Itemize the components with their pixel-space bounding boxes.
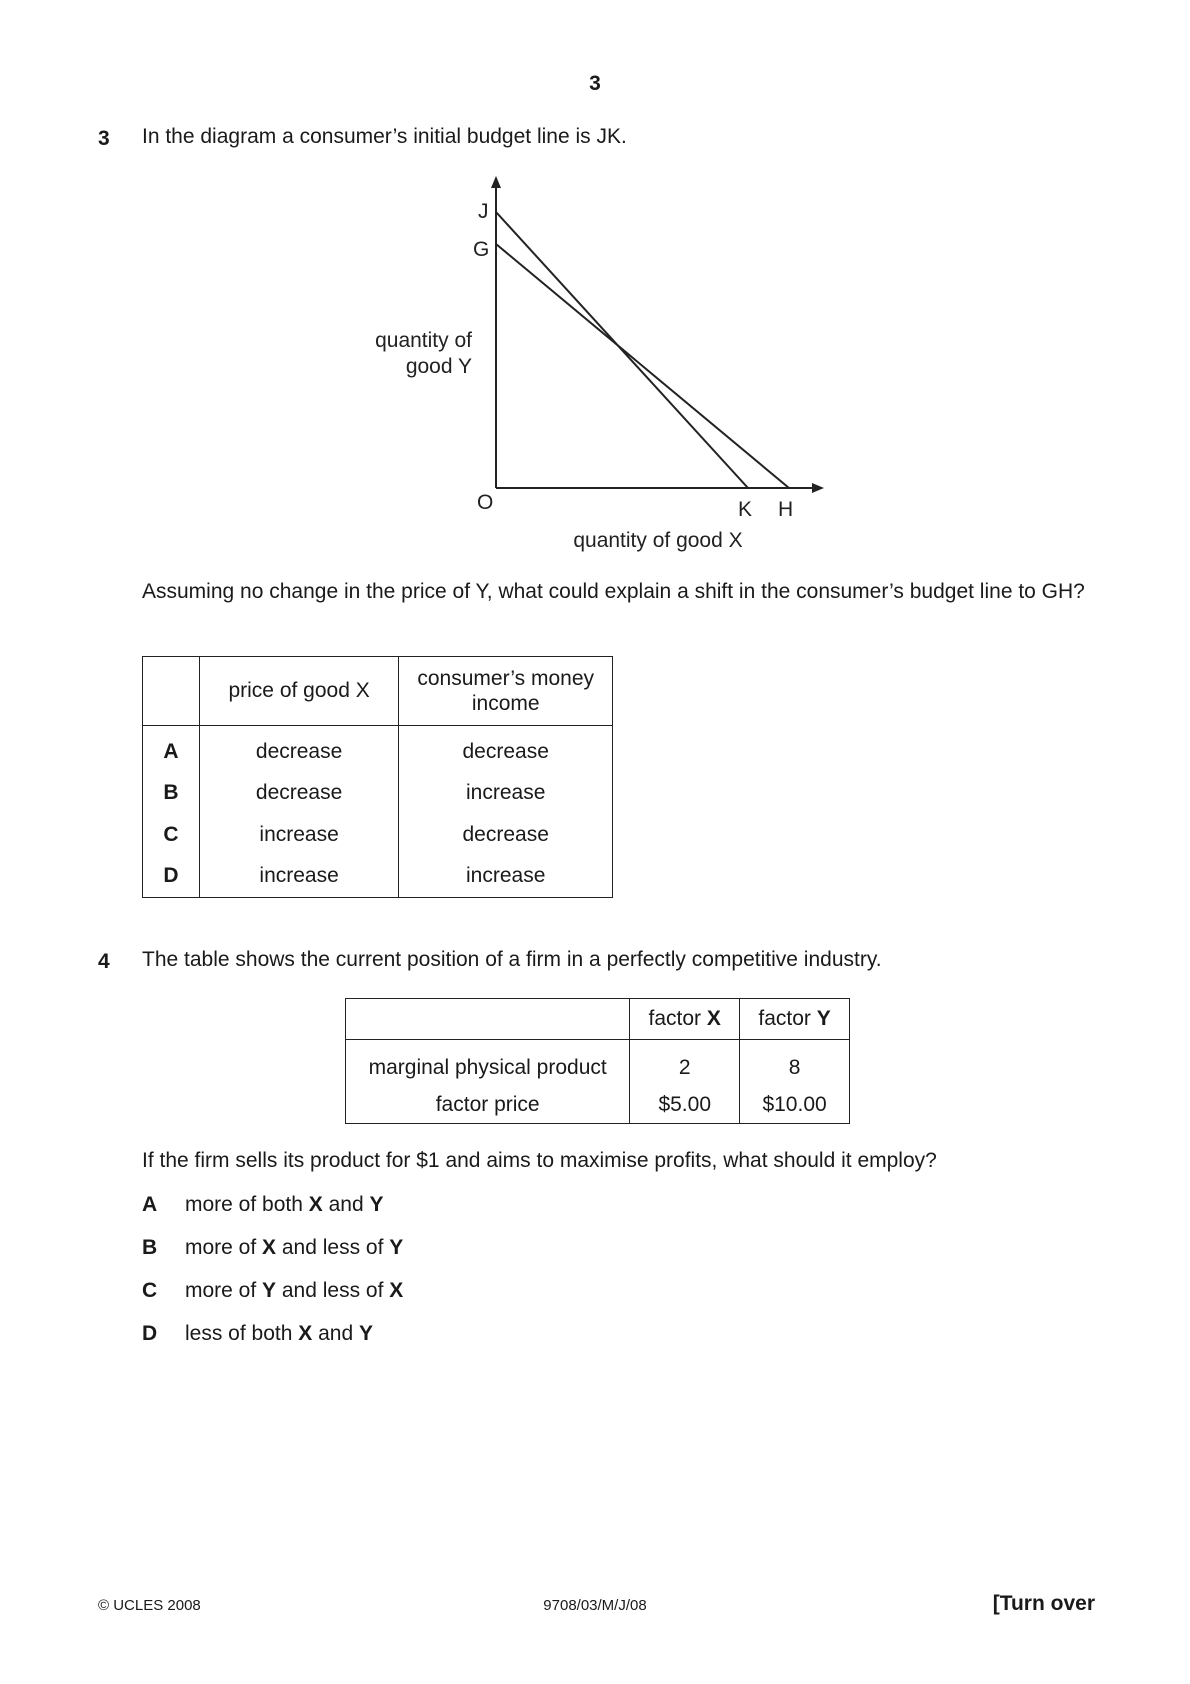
row-factor-x: 2 bbox=[630, 1040, 740, 1092]
table-header-income bbox=[399, 657, 613, 726]
question-4-text: If the firm sells its product for $1 and aims to maximise profits, what should it employ? bbox=[142, 1149, 937, 1172]
footer-copyright: © UCLES 2008 bbox=[98, 1597, 201, 1614]
table-header-blank bbox=[346, 999, 630, 1040]
option-text: more of both X and Y bbox=[185, 1193, 384, 1216]
row-income: decrease bbox=[399, 814, 613, 856]
x-axis-label: quantity of good X bbox=[573, 529, 743, 552]
row-letter: A bbox=[143, 726, 200, 772]
row-price: increase bbox=[199, 856, 399, 898]
row-label: factor price bbox=[346, 1092, 630, 1124]
option-letter: A bbox=[142, 1193, 158, 1216]
y-axis-label-line2: good Y bbox=[405, 355, 472, 378]
option-letter: C bbox=[142, 1279, 158, 1302]
table-row bbox=[346, 1092, 850, 1124]
row-factor-y: 8 bbox=[740, 1040, 850, 1092]
table-row bbox=[143, 814, 613, 856]
option-letter: D bbox=[142, 1322, 158, 1345]
row-income: increase bbox=[399, 856, 613, 898]
budget-line-gh bbox=[496, 244, 789, 488]
table-header-factor-y: factor Y bbox=[740, 999, 850, 1040]
question-4-table bbox=[345, 998, 850, 1124]
footer-paper-code: 9708/03/M/J/08 bbox=[543, 1597, 647, 1614]
row-factor-x: $5.00 bbox=[630, 1092, 740, 1124]
table-header-income-line1: consumer’s money bbox=[417, 667, 595, 690]
row-price: increase bbox=[199, 814, 399, 856]
y-axis-label-line1: quantity of bbox=[375, 329, 472, 352]
row-income: increase bbox=[399, 772, 613, 814]
label-j: J bbox=[478, 200, 489, 223]
question-3-stem: In the diagram a consumer’s initial budget line is JK. bbox=[142, 125, 627, 148]
row-letter: C bbox=[143, 814, 200, 856]
row-letter: D bbox=[143, 856, 200, 898]
row-letter: B bbox=[143, 772, 200, 814]
row-price: decrease bbox=[199, 772, 399, 814]
table-header-price: price of good X bbox=[199, 657, 399, 726]
option-text: more of X and less of Y bbox=[185, 1236, 404, 1259]
label-h: H bbox=[778, 498, 794, 521]
question-3-number: 3 bbox=[98, 127, 110, 150]
question-4-number: 4 bbox=[98, 950, 110, 973]
option-text: less of both X and Y bbox=[185, 1322, 373, 1345]
row-income: decrease bbox=[399, 726, 613, 772]
row-factor-y: $10.00 bbox=[740, 1092, 850, 1124]
option-text: more of Y and less of X bbox=[185, 1279, 404, 1302]
table-header-factor-x: factor X bbox=[630, 999, 740, 1040]
footer-turn-over: [Turn over bbox=[992, 1592, 1095, 1615]
option-letter: B bbox=[142, 1236, 158, 1259]
label-g: G bbox=[473, 238, 490, 261]
table-row bbox=[143, 772, 613, 814]
question-3-text: Assuming no change in the price of Y, what could explain a shift in the consumer’s budget line to GH? bbox=[142, 580, 1085, 603]
table-header-blank bbox=[143, 657, 200, 726]
row-price: decrease bbox=[199, 726, 399, 772]
table-row bbox=[143, 726, 613, 772]
table-row bbox=[143, 856, 613, 898]
factor-x-letter: X bbox=[706, 1007, 721, 1030]
question-4-stem: The table shows the current position of a firm in a perfectly competitive industry. bbox=[142, 948, 882, 971]
question-3-table bbox=[142, 656, 613, 898]
table-header-income-line2: income bbox=[471, 692, 540, 715]
factor-y-letter: Y bbox=[816, 1007, 831, 1030]
page-number: 3 bbox=[589, 72, 601, 95]
budget-line-diagram bbox=[0, 0, 1190, 560]
label-o: O bbox=[477, 491, 494, 514]
label-k: K bbox=[738, 498, 753, 521]
table-row bbox=[346, 1040, 850, 1092]
row-label: marginal physical product bbox=[346, 1040, 630, 1092]
